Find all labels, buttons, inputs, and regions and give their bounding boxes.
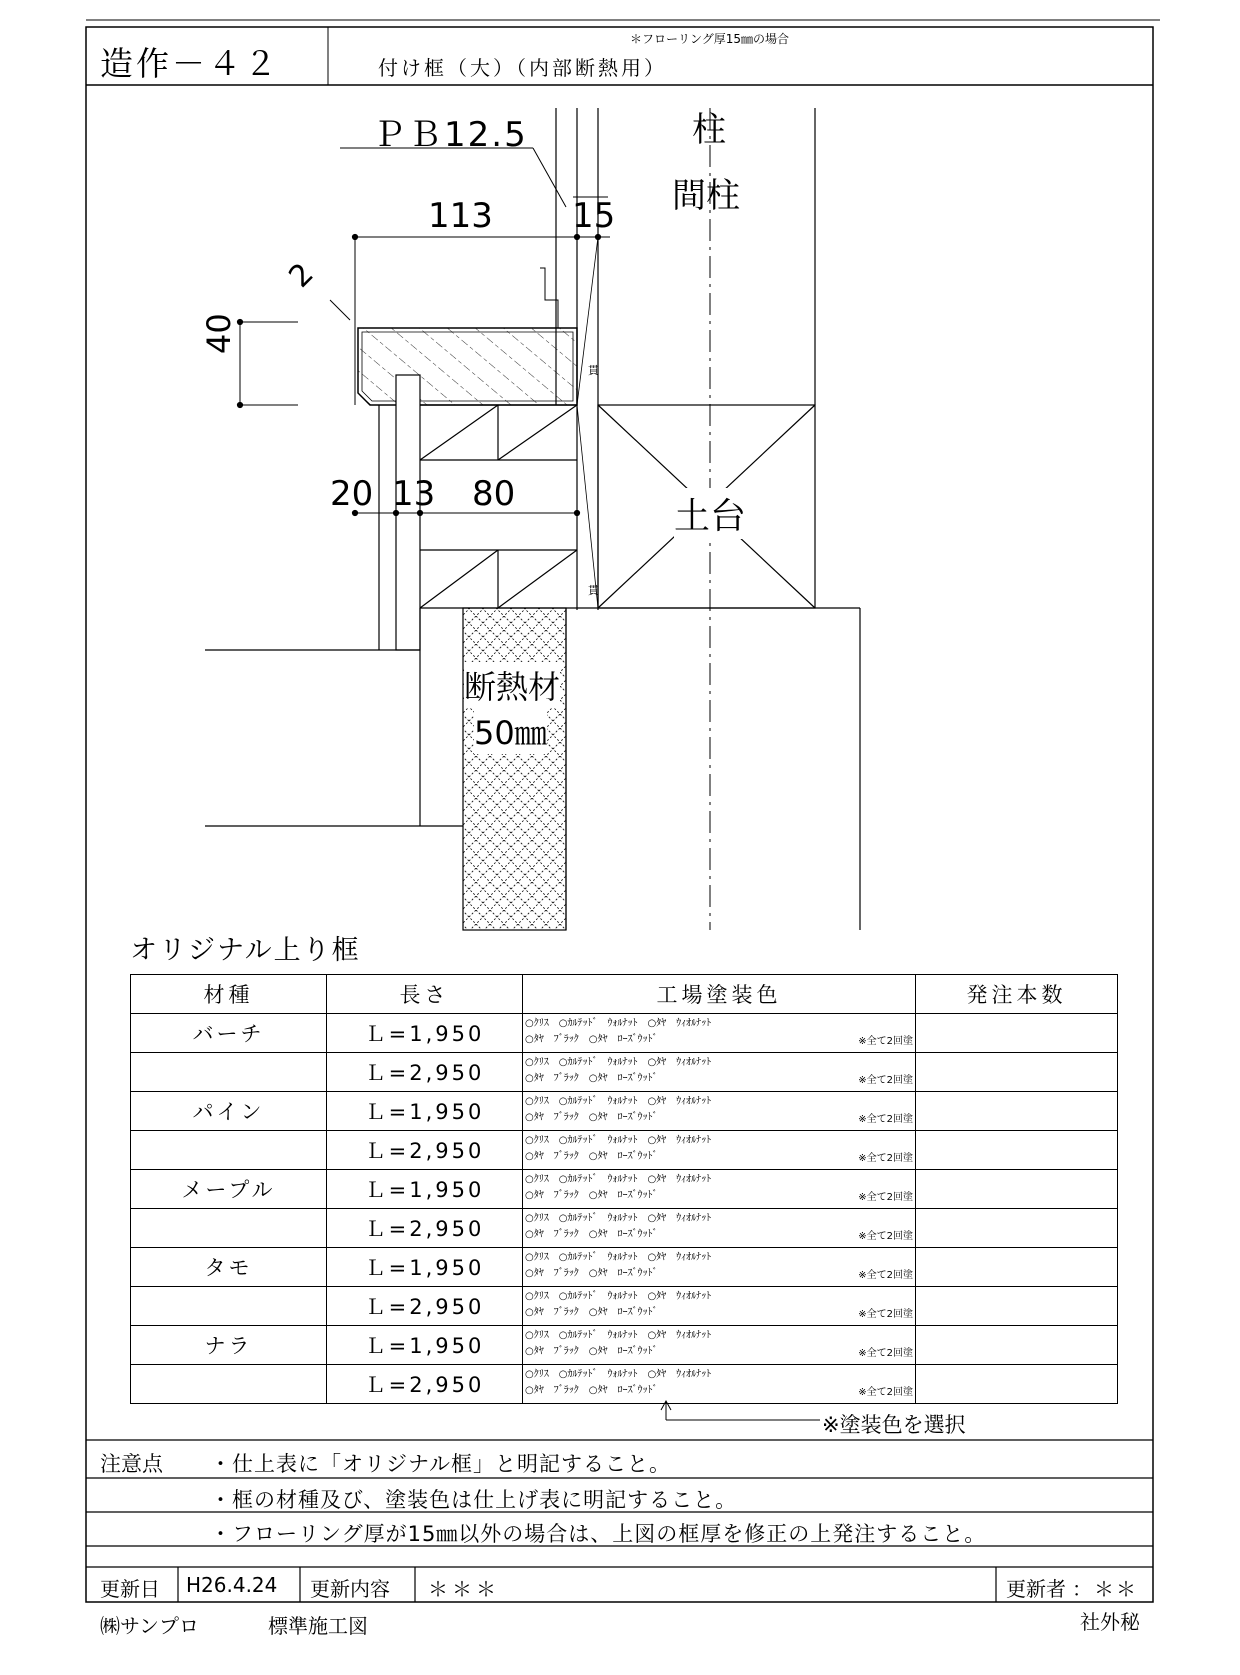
quantity-input-cell[interactable]	[916, 1209, 1118, 1248]
paint-note: ※全て2回塗	[858, 1036, 913, 1047]
quantity-input-cell[interactable]	[916, 1326, 1118, 1365]
paint-options-cell[interactable]	[523, 1248, 916, 1287]
confidential-mark: 社外秘	[1080, 1610, 1140, 1634]
paint-options-cell[interactable]	[523, 1092, 916, 1131]
updater-value: ：＊＊	[1072, 1577, 1138, 1601]
paint-options-cell[interactable]	[523, 1365, 916, 1404]
label-insulation-thickness: 50㎜	[474, 708, 547, 754]
paint-options-line2[interactable]: ○ﾀﾔ ﾌﾞﾗｯｸ ○ﾀﾔ ﾛｰｽﾞｳｯﾄﾞ	[525, 1268, 658, 1279]
paint-note: ※全て2回塗	[858, 1153, 913, 1164]
paint-options-line2[interactable]: ○ﾀﾔ ﾌﾞﾗｯｸ ○ﾀﾔ ﾛｰｽﾞｳｯﾄﾞ	[525, 1307, 658, 1318]
updated-label: 更新日	[100, 1577, 160, 1601]
label-nuki-1: 貫	[588, 364, 599, 377]
paint-options-line1[interactable]: ○ｸﾘｽ ○ｶﾙﾃｯﾄﾞ ｳｫﾙﾅｯﾄ ○ﾀﾔ ｳｨｵﾙﾅｯﾄ	[525, 1018, 712, 1029]
content-value: ＊＊＊	[428, 1577, 500, 1601]
paint-note: ※全て2回塗	[858, 1348, 913, 1359]
table-row	[131, 1131, 1118, 1170]
dim-2: 2	[282, 256, 321, 295]
quantity-input-cell[interactable]	[916, 1014, 1118, 1053]
quantity-input-cell[interactable]	[916, 1053, 1118, 1092]
paint-options-line1[interactable]: ○ｸﾘｽ ○ｶﾙﾃｯﾄﾞ ｳｫﾙﾅｯﾄ ○ﾀﾔ ｳｨｵﾙﾅｯﾄ	[525, 1330, 712, 1341]
updater-label: 更新者	[1006, 1577, 1066, 1601]
label-pb: ＰＢ12.5	[372, 115, 528, 155]
paint-options-cell[interactable]	[523, 1170, 916, 1209]
paint-note: ※全て2回塗	[858, 1387, 913, 1398]
quantity-input-cell[interactable]	[916, 1248, 1118, 1287]
species-cell: ナラ	[131, 1326, 327, 1365]
paint-options-line2[interactable]: ○ﾀﾔ ﾌﾞﾗｯｸ ○ﾀﾔ ﾛｰｽﾞｳｯﾄﾞ	[525, 1151, 658, 1162]
species-cell	[131, 1131, 327, 1170]
order-table	[130, 974, 1118, 1404]
dim-113: 113	[428, 196, 493, 236]
label-sill: 土台	[674, 488, 746, 539]
doc-type: 標準施工図	[268, 1614, 368, 1638]
note-item: ・框の材種及び、塗装色は仕上げ表に明記すること。	[210, 1488, 738, 1512]
paint-options-line2[interactable]: ○ﾀﾔ ﾌﾞﾗｯｸ ○ﾀﾔ ﾛｰｽﾞｳｯﾄﾞ	[525, 1112, 658, 1123]
paint-options-cell[interactable]	[523, 1326, 916, 1365]
flooring-note: ＊フローリング厚15㎜の場合	[630, 32, 790, 46]
species-cell: パイン	[131, 1092, 327, 1131]
paint-note: ※全て2回塗	[858, 1114, 913, 1125]
content-label: 更新内容	[310, 1577, 390, 1601]
dim-15: 15	[572, 196, 616, 236]
quantity-input-cell[interactable]	[916, 1131, 1118, 1170]
label-insulation: 断熱材	[464, 662, 560, 708]
header-quantity: 発注本数	[916, 975, 1118, 1014]
species-cell	[131, 1365, 327, 1404]
table-title: オリジナル上り框	[130, 935, 361, 966]
species-cell: バーチ	[131, 1014, 327, 1053]
length-cell: Ｌ=2,950	[327, 1365, 523, 1404]
select-paint-note: ※塗装色を選択	[822, 1413, 966, 1437]
table-row	[131, 1248, 1118, 1287]
paint-options-cell[interactable]	[523, 1287, 916, 1326]
note-item: ・仕上表に「オリジナル框」と明記すること。	[210, 1452, 671, 1476]
dim-40: 40	[200, 313, 238, 354]
paint-options-line1[interactable]: ○ｸﾘｽ ○ｶﾙﾃｯﾄﾞ ｳｫﾙﾅｯﾄ ○ﾀﾔ ｳｨｵﾙﾅｯﾄ	[525, 1174, 712, 1185]
paint-options-line1[interactable]: ○ｸﾘｽ ○ｶﾙﾃｯﾄﾞ ｳｫﾙﾅｯﾄ ○ﾀﾔ ｳｨｵﾙﾅｯﾄ	[525, 1252, 712, 1263]
species-cell: タモ	[131, 1248, 327, 1287]
paint-note: ※全て2回塗	[858, 1231, 913, 1242]
paint-options-line1[interactable]: ○ｸﾘｽ ○ｶﾙﾃｯﾄﾞ ｳｫﾙﾅｯﾄ ○ﾀﾔ ｳｨｵﾙﾅｯﾄ	[525, 1096, 712, 1107]
paint-note: ※全て2回塗	[858, 1075, 913, 1086]
paint-options-cell[interactable]	[523, 1209, 916, 1248]
quantity-input-cell[interactable]	[916, 1287, 1118, 1326]
paint-options-line1[interactable]: ○ｸﾘｽ ○ｶﾙﾃｯﾄﾞ ｳｫﾙﾅｯﾄ ○ﾀﾔ ｳｨｵﾙﾅｯﾄ	[525, 1057, 712, 1068]
sheet-title: 付け框（大）（内部断熱用）	[378, 56, 667, 80]
length-cell: Ｌ=1,950	[327, 1014, 523, 1053]
company-name: ㈱サンプロ	[100, 1614, 199, 1638]
table-row	[131, 1287, 1118, 1326]
table-row	[131, 1365, 1118, 1404]
updated-value: H26.4.24	[186, 1573, 278, 1597]
paint-options-line1[interactable]: ○ｸﾘｽ ○ｶﾙﾃｯﾄﾞ ｳｫﾙﾅｯﾄ ○ﾀﾔ ｳｨｵﾙﾅｯﾄ	[525, 1213, 712, 1224]
species-cell	[131, 1053, 327, 1092]
paint-options-line2[interactable]: ○ﾀﾔ ﾌﾞﾗｯｸ ○ﾀﾔ ﾛｰｽﾞｳｯﾄﾞ	[525, 1229, 658, 1240]
paint-options-line2[interactable]: ○ﾀﾔ ﾌﾞﾗｯｸ ○ﾀﾔ ﾛｰｽﾞｳｯﾄﾞ	[525, 1034, 658, 1045]
notes-label: 注意点	[100, 1452, 163, 1476]
label-pillar: 柱	[692, 110, 726, 150]
quantity-input-cell[interactable]	[916, 1092, 1118, 1131]
table-header-row	[131, 975, 1118, 1014]
paint-options-line2[interactable]: ○ﾀﾔ ﾌﾞﾗｯｸ ○ﾀﾔ ﾛｰｽﾞｳｯﾄﾞ	[525, 1385, 658, 1396]
species-cell: メープル	[131, 1170, 327, 1209]
paint-options-line2[interactable]: ○ﾀﾔ ﾌﾞﾗｯｸ ○ﾀﾔ ﾛｰｽﾞｳｯﾄﾞ	[525, 1346, 658, 1357]
header-species: 材種	[131, 975, 327, 1014]
dim-20: 20	[330, 474, 374, 514]
length-cell: Ｌ=1,950	[327, 1326, 523, 1365]
length-cell: Ｌ=2,950	[327, 1131, 523, 1170]
paint-options-cell[interactable]	[523, 1014, 916, 1053]
label-stud: 間柱	[672, 176, 740, 216]
note-item: ・フローリング厚が15㎜以外の場合は、上図の框厚を修正の上発注すること。	[210, 1522, 987, 1546]
paint-options-line1[interactable]: ○ｸﾘｽ ○ｶﾙﾃｯﾄﾞ ｳｫﾙﾅｯﾄ ○ﾀﾔ ｳｨｵﾙﾅｯﾄ	[525, 1369, 712, 1380]
table-row	[131, 1326, 1118, 1365]
paint-note: ※全て2回塗	[858, 1270, 913, 1281]
table-row	[131, 1092, 1118, 1131]
paint-note: ※全て2回塗	[858, 1309, 913, 1320]
table-row	[131, 1170, 1118, 1209]
header-paint: 工場塗装色	[523, 975, 916, 1014]
length-cell: Ｌ=2,950	[327, 1053, 523, 1092]
quantity-input-cell[interactable]	[916, 1365, 1118, 1404]
length-cell: Ｌ=1,950	[327, 1170, 523, 1209]
dim-80: 80	[472, 474, 516, 514]
label-nuki-2: 貫	[588, 584, 599, 597]
table-row	[131, 1053, 1118, 1092]
sheet-id: 造作－４２	[100, 44, 280, 83]
header-length: 長さ	[327, 975, 523, 1014]
species-cell	[131, 1209, 327, 1248]
table-row	[131, 1014, 1118, 1053]
paint-options-line1[interactable]: ○ｸﾘｽ ○ｶﾙﾃｯﾄﾞ ｳｫﾙﾅｯﾄ ○ﾀﾔ ｳｨｵﾙﾅｯﾄ	[525, 1135, 712, 1146]
quantity-input-cell[interactable]	[916, 1170, 1118, 1209]
length-cell: Ｌ=2,950	[327, 1209, 523, 1248]
length-cell: Ｌ=1,950	[327, 1092, 523, 1131]
length-cell: Ｌ=2,950	[327, 1287, 523, 1326]
dim-13: 13	[392, 474, 436, 514]
paint-note: ※全て2回塗	[858, 1192, 913, 1203]
length-cell: Ｌ=1,950	[327, 1248, 523, 1287]
paint-options-cell[interactable]	[523, 1053, 916, 1092]
paint-options-line2[interactable]: ○ﾀﾔ ﾌﾞﾗｯｸ ○ﾀﾔ ﾛｰｽﾞｳｯﾄﾞ	[525, 1073, 658, 1084]
paint-options-cell[interactable]	[523, 1131, 916, 1170]
paint-options-line1[interactable]: ○ｸﾘｽ ○ｶﾙﾃｯﾄﾞ ｳｫﾙﾅｯﾄ ○ﾀﾔ ｳｨｵﾙﾅｯﾄ	[525, 1291, 712, 1302]
species-cell	[131, 1287, 327, 1326]
section-detail	[205, 108, 860, 930]
paint-options-line2[interactable]: ○ﾀﾔ ﾌﾞﾗｯｸ ○ﾀﾔ ﾛｰｽﾞｳｯﾄﾞ	[525, 1190, 658, 1201]
table-row	[131, 1209, 1118, 1248]
